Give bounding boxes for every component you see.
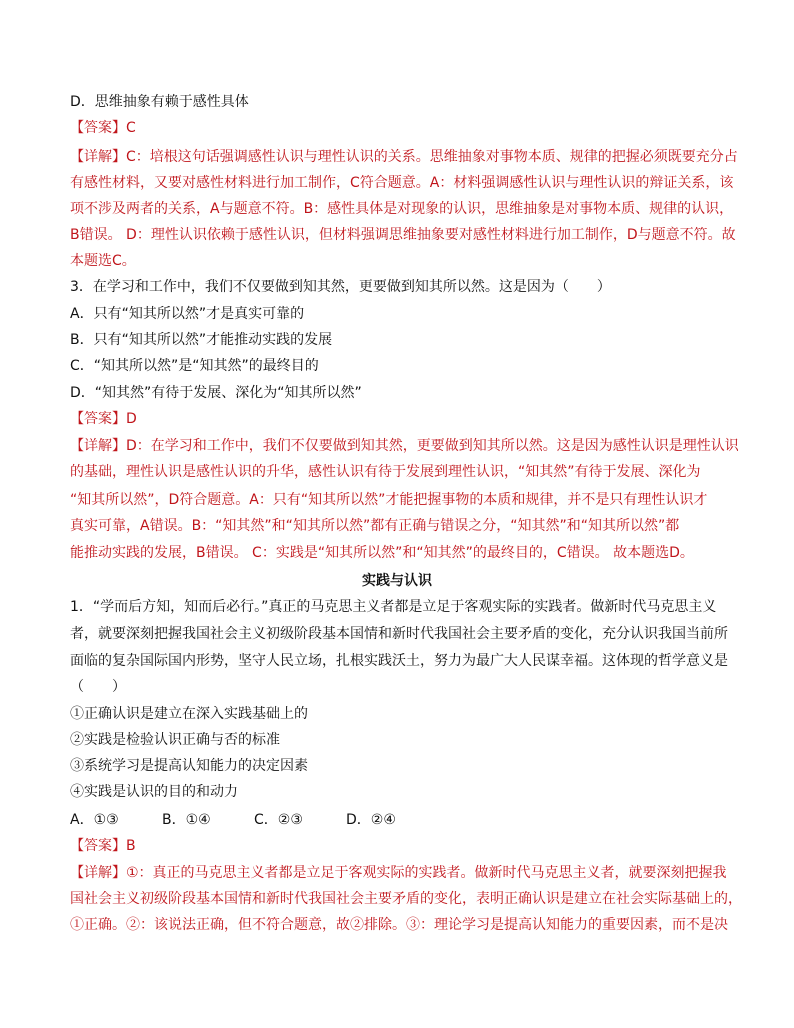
choice-d: D．②④ — [346, 812, 396, 828]
option-b: B．只有“知其所以然”才能推动实践的发展 — [70, 332, 333, 348]
section-title: 实践与认识 — [362, 573, 432, 589]
question-text: 1．“学而后方知，知而后必行。”真正的马克思主义者都是立足于客观实际的实践者。做新时代马克思主义 — [70, 599, 717, 615]
detail-line: 真实可靠，A错误。B：“知其然”和“知其所以然”都有正确与错误之分，“知其然”和“知其所以然”都 — [70, 518, 680, 534]
detail-line: ①正确。②：该说法正确，但不符合题意，故②排除。③：理论学习是提高认知能力的重要因素，而不是决 — [70, 917, 728, 933]
question-text: 3．在学习和工作中，我们不仅要做到知其然，更要做到知其所以然。这是因为（ ） — [70, 279, 611, 295]
statement-1: ①正确认识是建立在深入实践基础上的 — [70, 706, 308, 722]
statement-3: ③系统学习是提高认知能力的决定因素 — [70, 758, 308, 774]
detail-line: 【详解】C：培根这句话强调感性认识与理性认识的关系。思维抽象对事物本质、规律的把握必须既要充分占 — [70, 149, 738, 165]
option-c: C．“知其所以然”是“知其然”的最终目的 — [70, 358, 319, 374]
option-a: A．只有“知其所以然”才是真实可靠的 — [70, 306, 305, 322]
question-text: （ ） — [70, 679, 126, 695]
detail-line: B错误。 D：理性认识依赖于感性认识，但材料强调思维抽象要对感性材料进行加工制作，D与题意不符。故 — [70, 227, 736, 243]
choice-row — [70, 810, 438, 830]
choice-b: B．①④ — [162, 812, 211, 828]
detail-line: 项不涉及两者的关系，A与题意不符。B：感性具体是对现象的认识，思维抽象是对事物本质、规律的认识， — [70, 201, 734, 217]
statement-2: ②实践是检验认识正确与否的标准 — [70, 732, 280, 748]
option-d: D．思维抽象有赖于感性具体 — [70, 94, 249, 110]
answer-label: 【答案】D — [70, 411, 137, 427]
question-text: 者，就要深刻把握我国社会主义初级阶段基本国情和新时代我国社会主要矛盾的变化，充分认识我国当前所 — [70, 626, 728, 642]
option-d: D．“知其然”有待于发展、深化为“知其所以然” — [70, 385, 362, 401]
detail-line: “知其所以然”，D符合题意。A：只有“知其所以然”才能把握事物的本质和规律，并不是只有理性认识才 — [70, 492, 708, 508]
choice-a: A．①③ — [70, 812, 119, 828]
detail-line: 有感性材料，又要对感性材料进行加工制作，C符合题意。A：材料强调感性认识与理性认识的辩证关系，该 — [70, 175, 734, 191]
answer-label: 【答案】C — [70, 120, 136, 136]
detail-line: 【详解】D：在学习和工作中，我们不仅要做到知其然，更要做到知其所以然。这是因为感性认识是理性认识 — [70, 438, 739, 454]
detail-line: 【详解】①：真正的马克思主义者都是立足于客观实际的实践者。做新时代马克思主义者，就要深刻把握我 — [70, 865, 727, 881]
statement-4: ④实践是认识的目的和动力 — [70, 784, 238, 800]
question-text: 面临的复杂国际国内形势，坚守人民立场，扎根实践沃土，努力为最广大人民谋幸福。这体现的哲学意义是 — [70, 653, 728, 669]
detail-line: 的基础，理性认识是感性认识的升华，感性认识有待于发展到理性认识，“知其然”有待于发展、深化为 — [70, 464, 701, 480]
detail-line: 能推动实践的发展，B错误。 C：实践是“知其所以然”和“知其然”的最终目的，C错误。 故本题选D。 — [70, 545, 694, 561]
choice-c: C．②③ — [254, 812, 303, 828]
answer-label: 【答案】B — [70, 838, 136, 854]
detail-line: 本题选C。 — [70, 253, 136, 269]
detail-line: 国社会主义初级阶段基本国情和新时代我国社会主要矛盾的变化，表明正确认识是建立在社会实际基础上的， — [70, 891, 742, 907]
